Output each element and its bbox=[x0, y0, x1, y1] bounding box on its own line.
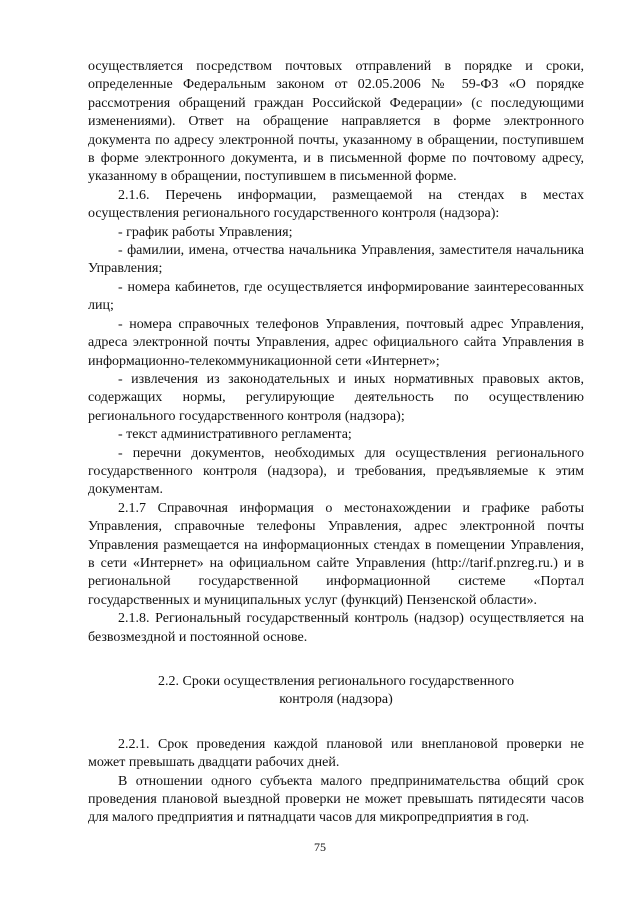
list-item-documents: - перечни документов, необходимых для осуществления регионального государственного контроля (надзора), и требования, предъявляемые к этим документам. bbox=[88, 445, 584, 498]
section-heading-line1: 2.2. Сроки осуществления регионального государственного bbox=[158, 674, 514, 689]
paragraph-continuation: осуществляется посредством почтовых отправлений в порядке и сроки, определенные Федеральным законом от 02.05.2006 № 59-ФЗ «О порядке рассмотрения обращений граждан Российской Федерации» (с последующими изменениями). Ответ на обращение направляется в форме электронного документа по адресу электронной почты, указанному в обращении, поступившем в форме электронного документа, и в письменной форме по почтовому адресу, указанному в обращении, поступившем в письменной форме. bbox=[88, 59, 584, 185]
list-item-regulation-text: - текст административного регламента; bbox=[118, 427, 352, 443]
list-item-names: - фамилии, имена, отчества начальника Управления, заместителя начальника Управления; bbox=[88, 243, 584, 277]
section-heading bbox=[88, 673, 584, 710]
section-heading-line2: контроля (надзора) bbox=[279, 692, 393, 708]
list-item-schedule: - график работы Управления; bbox=[118, 224, 293, 240]
page-number: 75 bbox=[314, 840, 326, 854]
paragraph-2-1-6: 2.1.6. Перечень информации, размещаемой на стендах в местах осуществления регионального государственного контроля (надзора): bbox=[88, 187, 584, 222]
list-item-phones: - номера справочных телефонов Управления, почтовый адрес Управления, адреса электронной почты Управления, адрес официального сайта Управления в информационно-телекоммуникационной сети «Интернет»; bbox=[88, 316, 584, 369]
list-item-extracts: - извлечения из законодательных и иных нормативных правовых актов, содержащих нормы, регулирующие деятельность по осуществлению регионального государственного контроля (надзора); bbox=[88, 371, 584, 424]
paragraph-2-1-7: 2.1.7 Справочная информация о местонахождении и графике работы Управления, справочные телефоны Управления, адрес электронной почты Управления размещается на информационных стендах в помещении Управления, в сети «Интернет» на официальном сайте Управления (http://tarif.pnzreg.ru.) и в региональной государственной информационной системе «Портал государственных и муниципальных услуг (функций) Пензенской области». bbox=[88, 500, 584, 608]
paragraph-2-2-1: 2.2.1. Срок проведения каждой плановой или внеплановой проверки не может превышать двадцати рабочих дней. bbox=[88, 736, 584, 771]
paragraph-small-business: В отношении одного субъекта малого предпринимательства общий срок проведения плановой выездной проверки не может превышать пятидесяти часов для малого предприятия и пятнадцати часов для микропредприятия в год. bbox=[88, 773, 584, 826]
paragraph-2-1-8: 2.1.8. Региональный государственный контроль (надзор) осуществляется на безвозмездной и постоянной основе. bbox=[88, 611, 584, 645]
list-item-offices: - номера кабинетов, где осуществляется информирование заинтересованных лиц; bbox=[88, 279, 584, 314]
document-body bbox=[88, 58, 584, 828]
